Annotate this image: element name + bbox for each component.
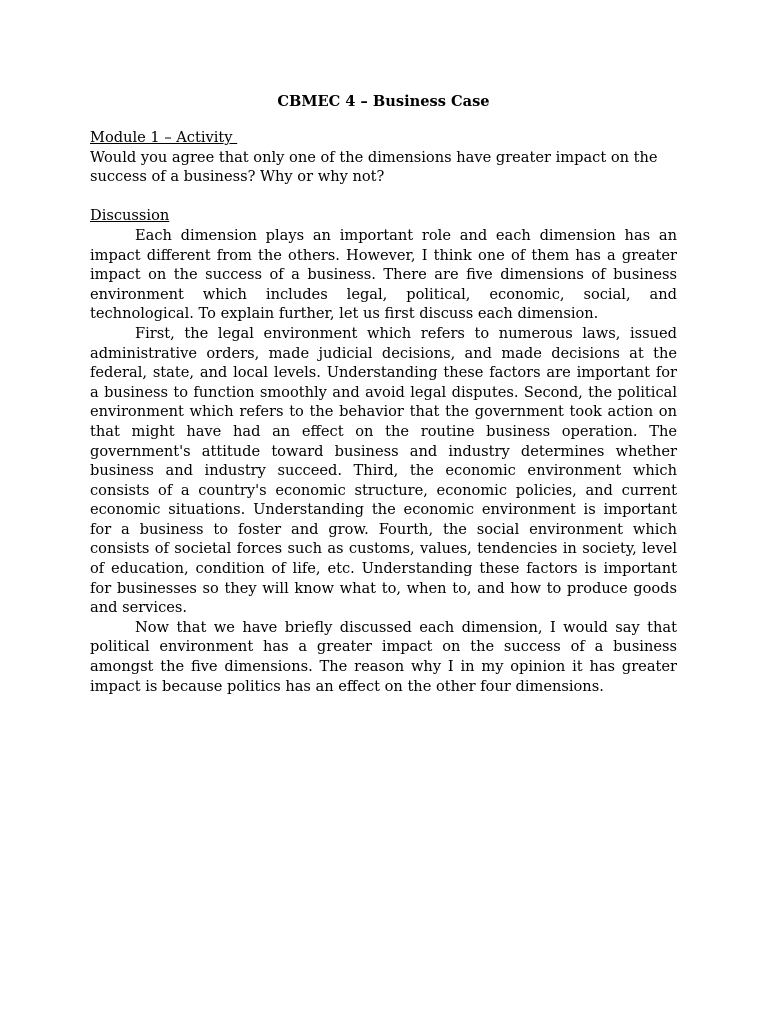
- section-spacer: [90, 187, 677, 207]
- module-heading: Module 1 – Activity: [90, 129, 238, 146]
- discussion-paragraph-1: Each dimension plays an important role and each dimension has an impact different from the others. However, I think one of them has a greater impact on the success of a business. There are five dimensions of business environment which includes legal, political, economic, social, and technological. To explain further, let us first discuss each dimension.: [90, 226, 677, 323]
- discussion-paragraph-3: Now that we have briefly discussed each dimension, I would say that political environment has a greater impact on the success of a business amongst the five dimensions. The reason why I in my opinion it has greater impact is because politics has an effect on the other four dimensions.: [90, 618, 677, 695]
- discussion-paragraph-2: First, the legal environment which refers to numerous laws, issued administrative orders, made judicial decisions, and made decisions at the federal, state, and local levels. Understanding these factors are important for a business to function smoothly and avoid legal disputes. Second, the political environment which refers to the behavior that the government took action on that might have had an effect on the routine business operation. The government's attitude toward business and industry determines whether business and industry succeed. Third, the economic environment which consists of a country's economic structure, economic policies, and current economic situations. Understanding the economic environment is important for a business to foster and grow. Fourth, the social environment which consists of societal forces such as customs, values, tendencies in society, level of education, condition of life, etc. Understanding these factors is important for businesses so they will know what to, when to, and how to produce goods and services.: [90, 324, 677, 617]
- discussion-heading: Discussion: [90, 207, 170, 225]
- document-title: CBMEC 4 – Business Case: [277, 93, 490, 110]
- document-body: [90, 92, 677, 696]
- activity-question: Would you agree that only one of the dimensions have greater impact on the success of a business? Why or why not?: [90, 148, 658, 186]
